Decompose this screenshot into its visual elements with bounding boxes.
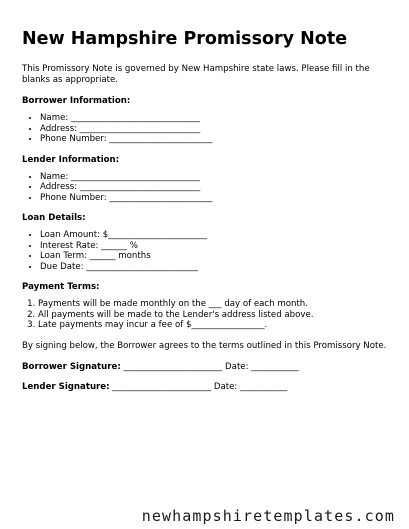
- due-date-field: • Due Date: __________________________: [40, 262, 392, 273]
- interest-rate-field: • Interest Rate: ______ %: [40, 241, 392, 252]
- loan-amount-field: • Loan Amount: $_______________________: [40, 230, 392, 241]
- footer-watermark: newhampshiretemplates.com: [141, 507, 395, 525]
- payment-term-item: 3. Late payments may incur a fee of $_________________.: [38, 320, 392, 331]
- lender-heading: Lender Information:: [22, 154, 120, 165]
- payment-terms-heading: Payment Terms:: [22, 282, 100, 292]
- signature-intro: By signing below, the Borrower agrees to the terms outlined in this Promissory Note.: [22, 340, 387, 351]
- lender-signature-blanks: _______________________ Date: ___________: [109, 381, 288, 392]
- borrower-signature-label: Borrower Signature:: [22, 361, 121, 372]
- payment-term-item: 1. Payments will be made monthly on the ___ day of each month.: [38, 299, 392, 310]
- borrower-address-field: • Address: ____________________________: [40, 124, 392, 135]
- borrower-heading: Borrower Information:: [22, 96, 131, 106]
- payment-terms-list: [22, 299, 392, 331]
- borrower-name-field: • Name: ______________________________: [40, 113, 392, 124]
- intro-paragraph: This Promissory Note is governed by New Hampshire state laws. Please fill in the blanks as appropriate.: [22, 64, 370, 85]
- payment-term-item: 2. All payments will be made to the Lender's address listed above.: [38, 310, 392, 321]
- lender-signature-label: Lender Signature:: [22, 381, 110, 392]
- borrower-list: [22, 113, 392, 145]
- lender-signature-line: [22, 382, 392, 393]
- lender-address-field: • Address: ____________________________: [40, 182, 392, 193]
- loan-details-list: [22, 230, 392, 272]
- borrower-phone-field: • Phone Number: ________________________: [40, 134, 392, 145]
- lender-list: [22, 172, 392, 204]
- loan-details-heading: Loan Details:: [22, 213, 86, 223]
- lender-name-field: • Name: ______________________________: [40, 172, 392, 183]
- loan-term-field: • Loan Term: ______ months: [40, 251, 392, 262]
- document-page: [22, 28, 392, 402]
- document-title: New Hampshire Promissory Note: [22, 29, 348, 49]
- borrower-signature-line: [22, 362, 392, 373]
- borrower-signature-blanks: _______________________ Date: ___________: [120, 361, 299, 372]
- lender-phone-field: • Phone Number: ________________________: [40, 193, 392, 204]
